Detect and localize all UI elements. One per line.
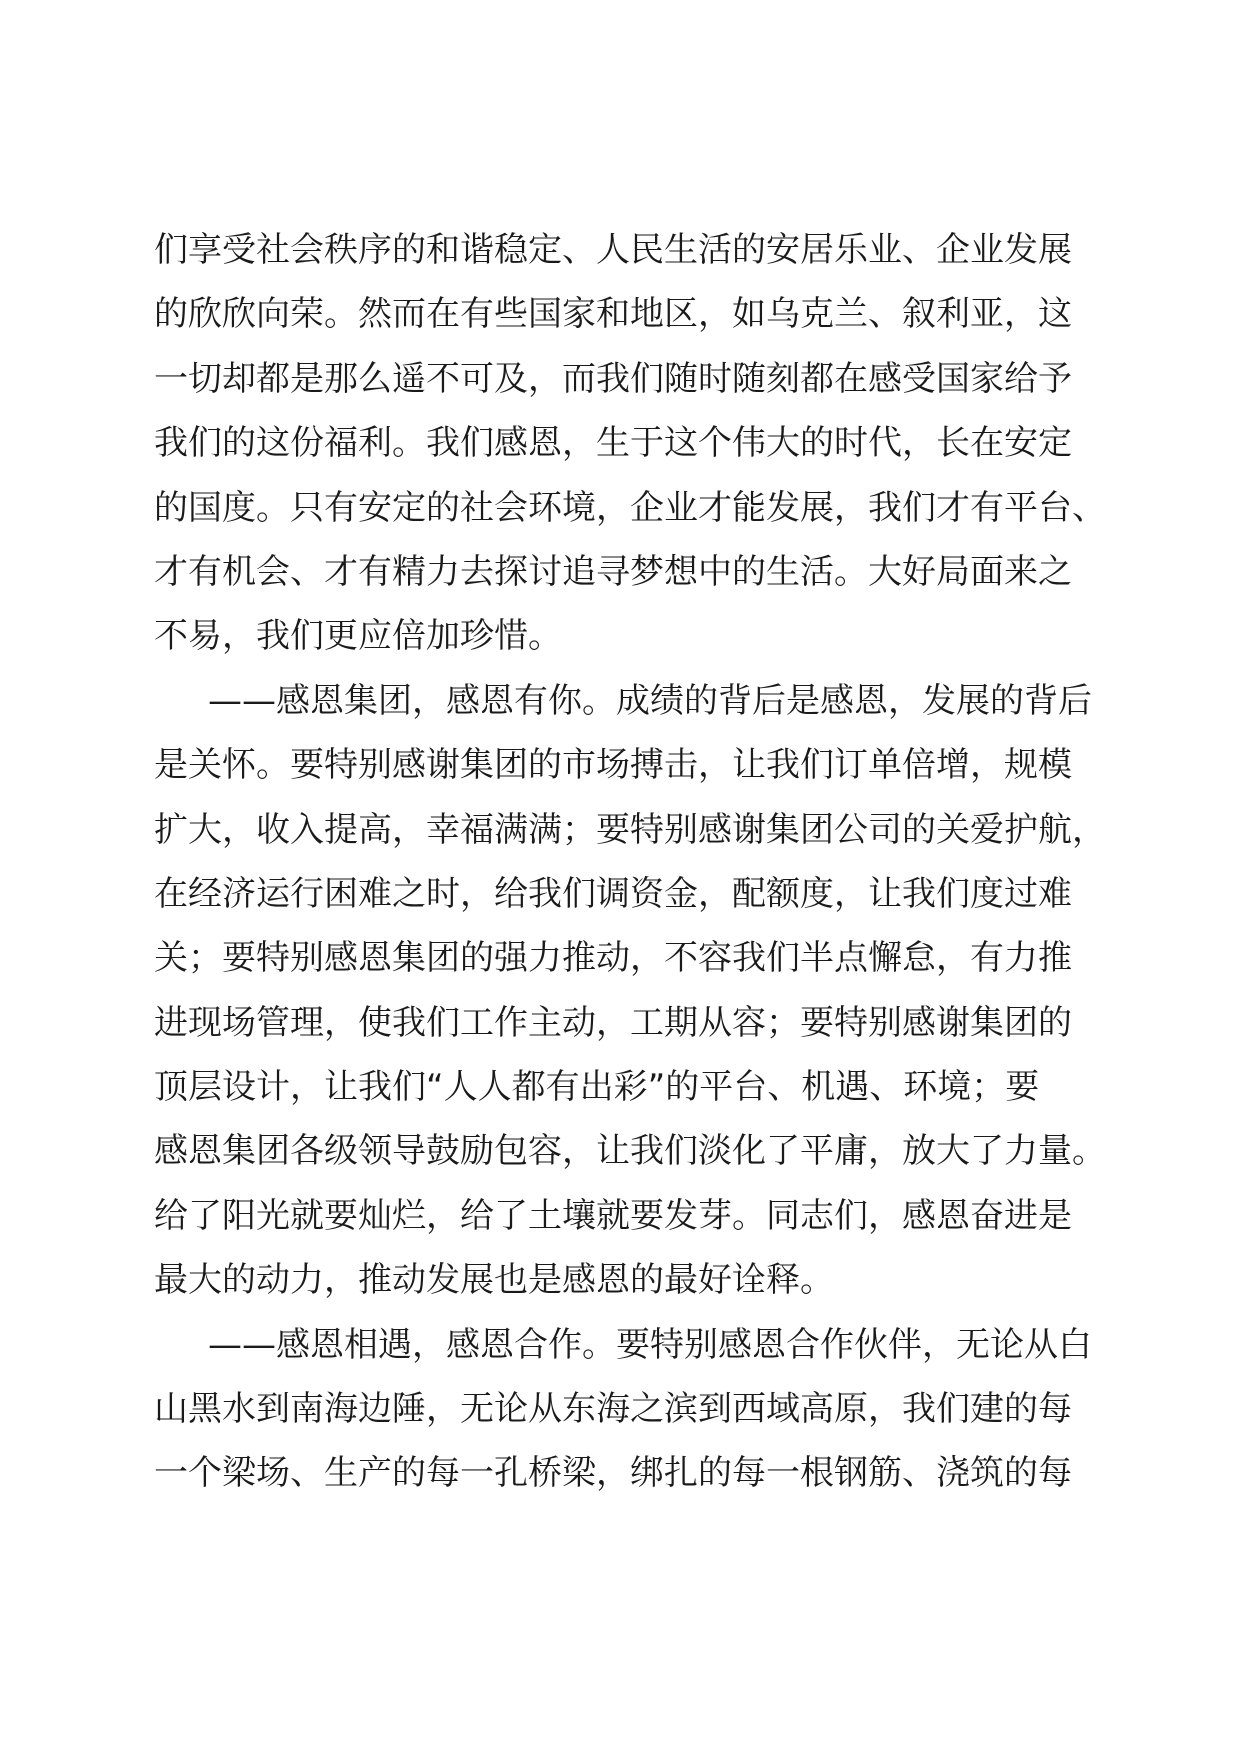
text-line: 我们的这份福利。我们感恩，生于这个伟大的时代，长在安定	[154, 423, 1072, 464]
text-line: 最大的动力，推动发展也是感恩的最好诠释。	[154, 1260, 834, 1301]
body-text	[154, 218, 1106, 1506]
text-line: 是关怀。要特别感谢集团的市场搏击，让我们订单倍增，规模	[154, 745, 1072, 786]
text-line: 的国度。只有安定的社会环境，企业才能发展，我们才有平台、	[154, 487, 1106, 528]
text-line: 一切却都是那么遥不可及，而我们随时随刻都在感受国家给予	[154, 358, 1072, 399]
text-line: 进现场管理，使我们工作主动，工期从容；要特别感谢集团的	[154, 1002, 1072, 1043]
text-line: 扩大，收入提高，幸福满满；要特别感谢集团公司的关爱护航，	[154, 809, 1106, 850]
text-line: 不易，我们更应倍加珍惜。	[154, 616, 562, 657]
text-line: 关；要特别感恩集团的强力推动，不容我们半点懈怠，有力推	[154, 938, 1072, 979]
text-line: 感恩集团各级领导鼓励包容，让我们淡化了平庸，放大了力量。	[154, 1131, 1106, 1172]
text-line: 在经济运行困难之时，给我们调资金，配额度，让我们度过难	[154, 873, 1072, 914]
paragraph-start-line: ——感恩相遇，感恩合作。要特别感恩合作伙伴，无论从白	[208, 1324, 1092, 1365]
text-line: 的欣欣向荣。然而在有些国家和地区，如乌克兰、叙利亚，这	[154, 294, 1072, 335]
text-line: 给了阳光就要灿烂，给了土壤就要发芽。同志们，感恩奋进是	[154, 1195, 1072, 1236]
text-line: 们享受社会秩序的和谐稳定、人民生活的安居乐业、企业发展	[154, 230, 1072, 270]
paragraph-start-line: ——感恩集团，感恩有你。成绩的背后是感恩，发展的背后	[208, 680, 1092, 721]
text-line: 一个梁场、生产的每一孔桥梁，绑扎的每一根钢筋、浇筑的每	[154, 1453, 1072, 1494]
text-line: 顶层设计，让我们“人人都有出彩”的平台、机遇、环境；要	[154, 1067, 1040, 1108]
text-line: 才有机会、才有精力去探讨追寻梦想中的生活。大好局面来之	[154, 551, 1072, 592]
text-line: 山黑水到南海边陲，无论从东海之滨到西域高原，我们建的每	[154, 1389, 1072, 1430]
